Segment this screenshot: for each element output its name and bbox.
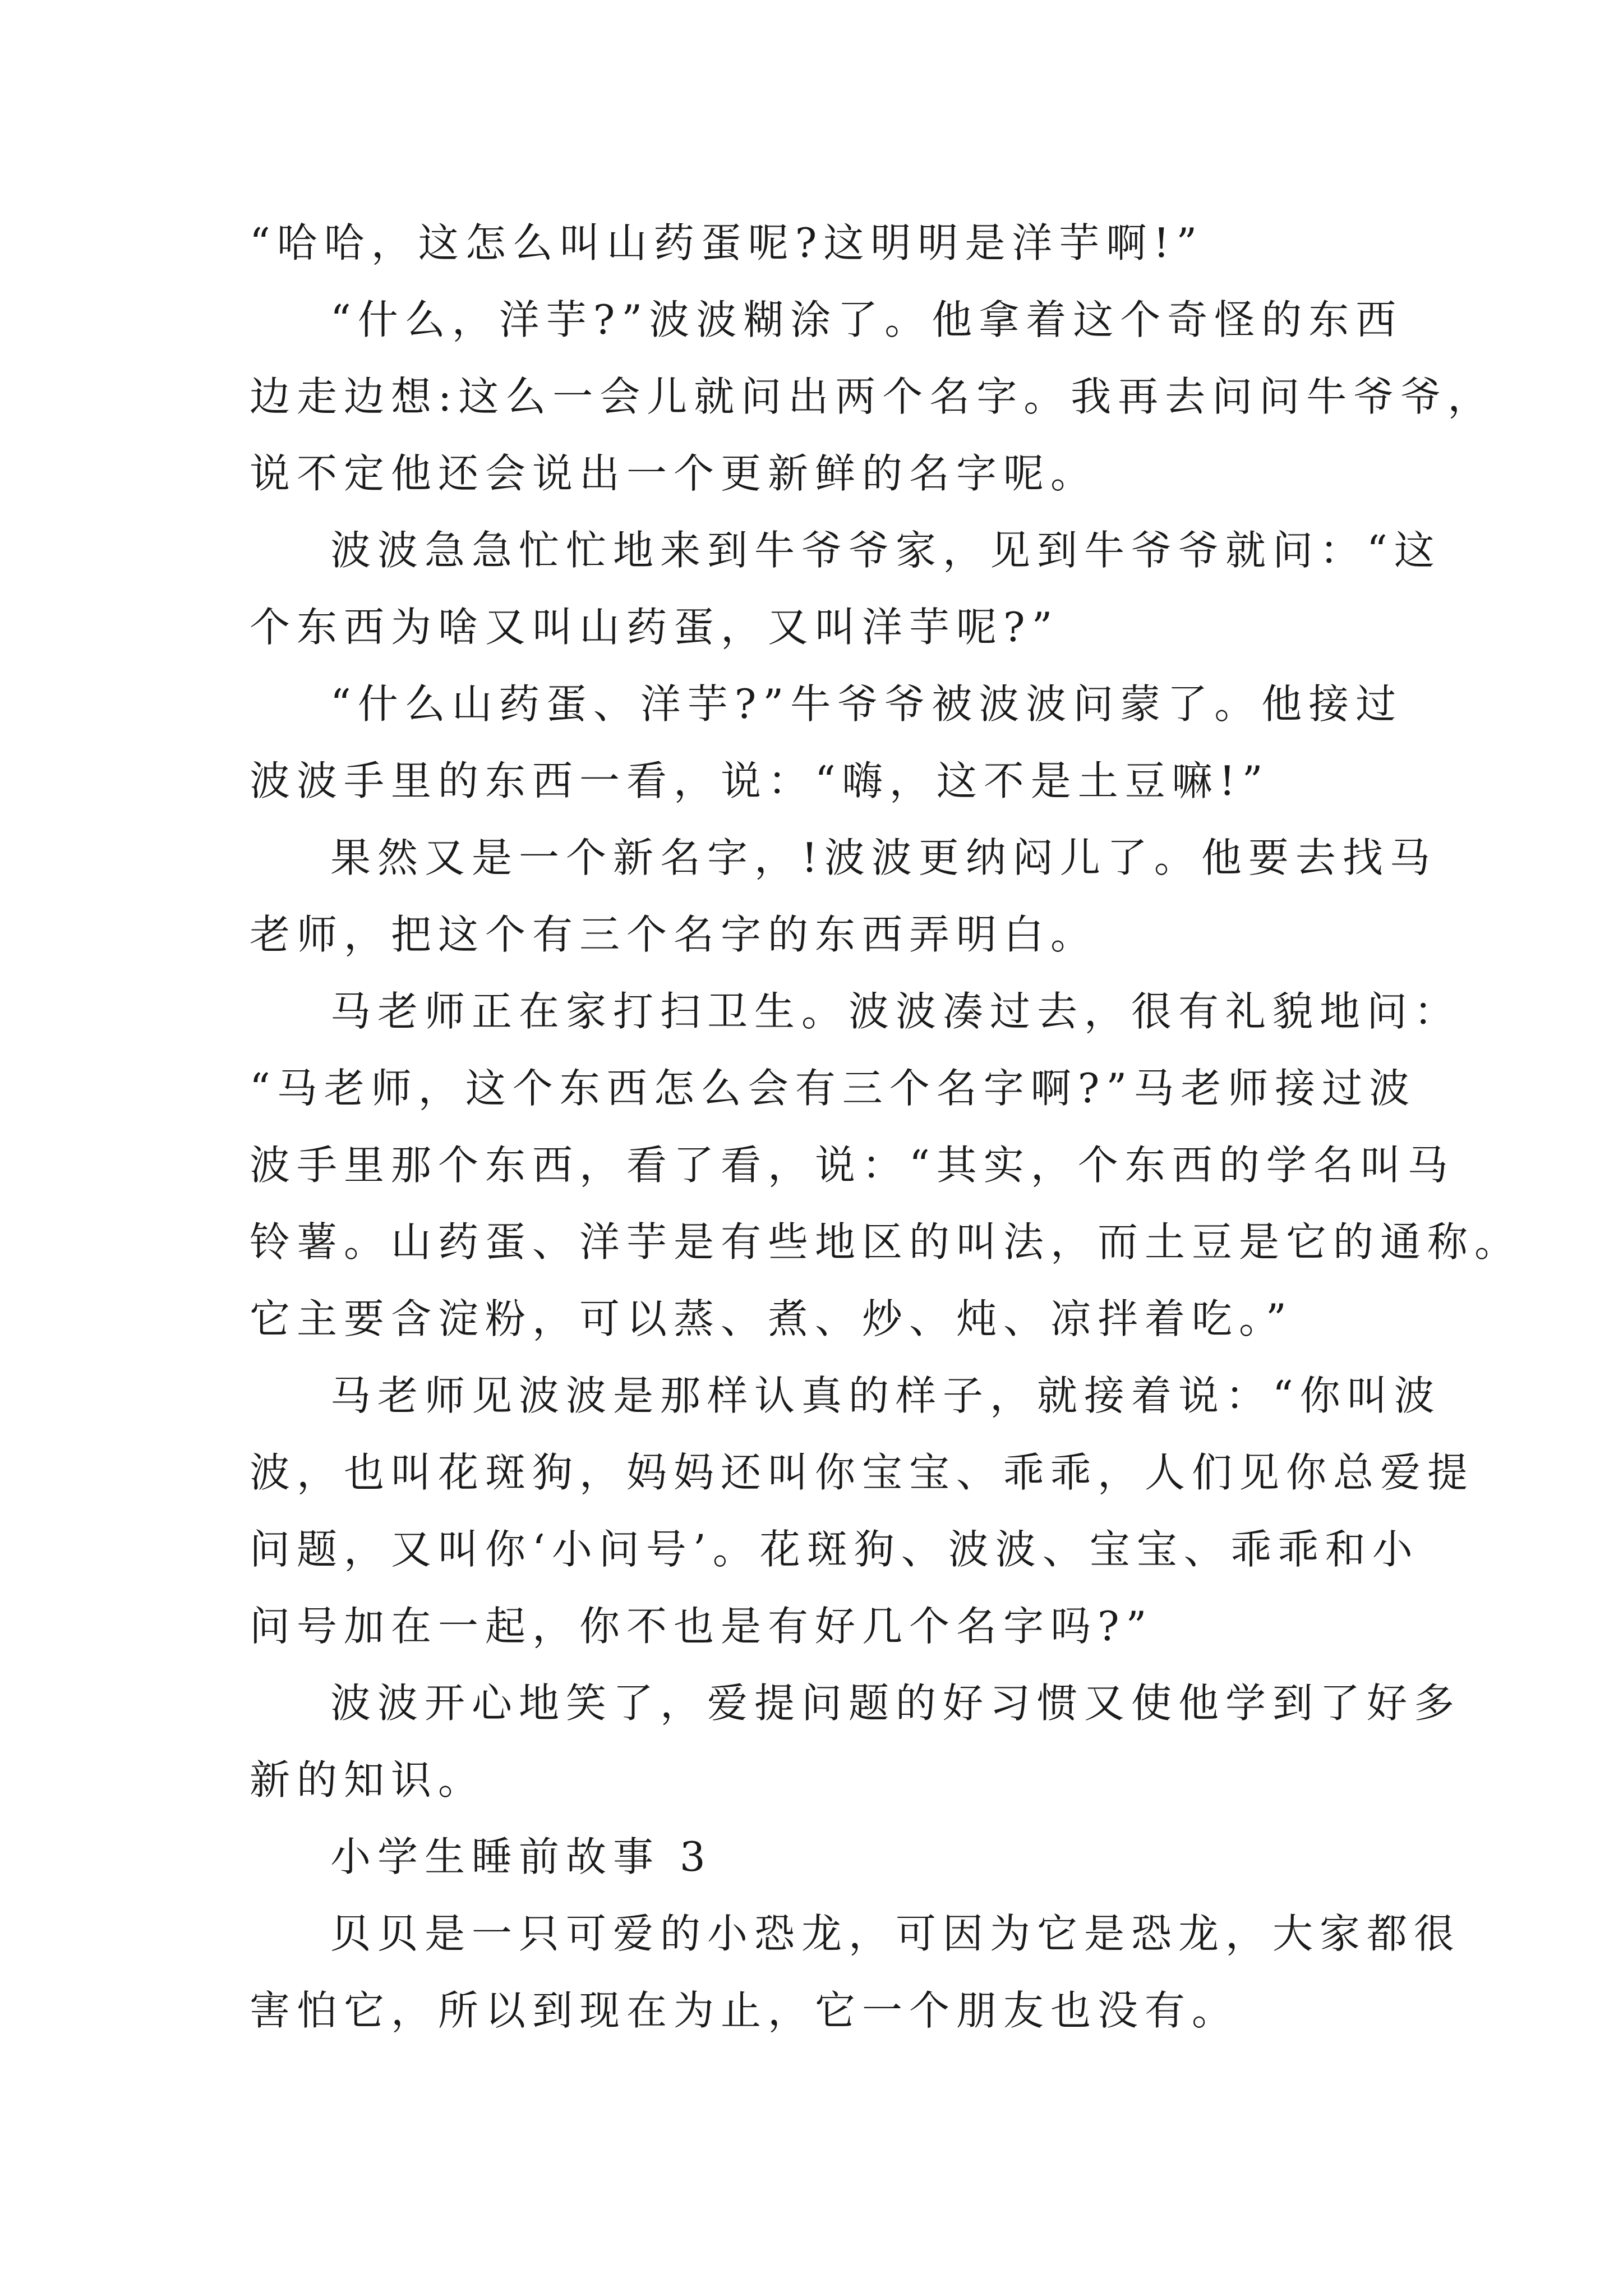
text-line: 果然又是一个新名字，!波波更纳闷儿了。他要去找马: [330, 834, 1437, 881]
text-line: 它主要含淀粉，可以蒸、煮、炒、炖、凉拌着吃。”: [250, 1295, 1293, 1342]
text-line: 贝贝是一只可爱的小恐龙，可因为它是恐龙，大家都很: [330, 1910, 1461, 1957]
document-body: [250, 205, 1522, 2049]
text-line: 边走边想:这么一会儿就问出两个名字。我再去问问牛爷爷，: [250, 373, 1495, 420]
text-line: 波，也叫花斑狗，妈妈还叫你宝宝、乖乖，人们见你总爱提: [250, 1449, 1475, 1496]
text-line: 个东西为啥又叫山药蛋，又叫洋芋呢?”: [250, 604, 1059, 651]
text-line: “马老师，这个东西怎么会有三个名字啊?”马老师接过波: [250, 1065, 1417, 1112]
text-line: 波波手里的东西一看，说：“嗨，这不是土豆嘛!”: [250, 757, 1270, 804]
text-line: 问题，又叫你‘小问号’。花斑狗、波波、宝宝、乖乖和小: [250, 1526, 1419, 1573]
text-line: “什么山药蛋、洋芋?”牛爷爷被波波问蒙了。他接过: [330, 680, 1403, 728]
text-line: 马老师正在家打扫卫生。波波凑过去，很有礼貌地问：: [330, 988, 1461, 1035]
text-line: 说不定他还会说出一个更新鲜的名字呢。: [250, 450, 1098, 497]
text-line: “哈哈，这怎么叫山药蛋呢?这明明是洋芋啊!”: [250, 219, 1204, 266]
text-line: 问号加在一起，你不也是有好几个名字吗?”: [250, 1603, 1154, 1650]
text-line: 新的知识。: [250, 1756, 486, 1803]
text-line: 波波开心地笑了，爱提问题的好习惯又使他学到了好多: [330, 1680, 1461, 1727]
text-line: 铃薯。山药蛋、洋芋是有些地区的叫法，而土豆是它的通称。: [250, 1218, 1522, 1266]
text-line: 害怕它，所以到现在为止，它一个朋友也没有。: [250, 1987, 1239, 2034]
text-line: 波波急急忙忙地来到牛爷爷家，见到牛爷爷就问：“这: [330, 527, 1441, 574]
text-line: 老师，把这个有三个名字的东西弄明白。: [250, 911, 1098, 958]
text-line: 波手里那个东西，看了看，说：“其实，个东西的学名叫马: [250, 1142, 1455, 1189]
text-line: “什么，洋芋?”波波糊涂了。他拿着这个奇怪的东西: [330, 296, 1403, 343]
text-line: 马老师见波波是那样认真的样子，就接着说：“你叫波: [330, 1372, 1441, 1419]
section-heading: 小学生睡前故事 3: [330, 1833, 712, 1880]
